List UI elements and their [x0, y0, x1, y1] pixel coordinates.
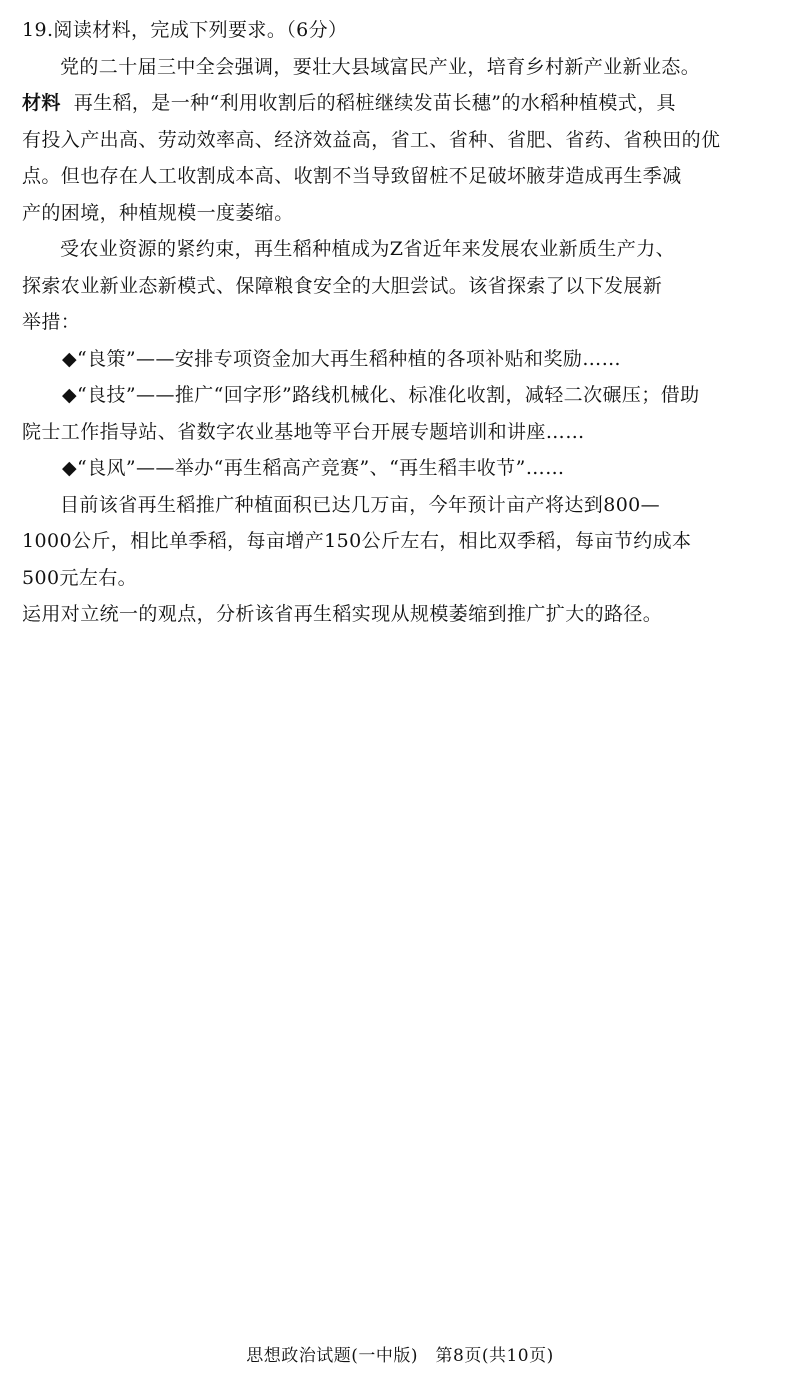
paragraph-two-line: 受农业资源的紧约束，再生稻种植成为Z省近年来发展农业新质生产力、 — [60, 238, 676, 260]
material-line: 再生稻，是一种“利用收割后的稻桩继续发苗长穗”的水稻种植模式，具 — [73, 92, 676, 114]
paragraph-two-line: 探索农业新业态新模式、保障粮食安全的大胆尝试。该省探索了以下发展新 — [22, 274, 663, 297]
paragraph-three-line: 500元左右。 — [22, 566, 138, 589]
material-line: 点。但也存在人工收割成本高、收割不当导致留桩不足破坏腋芽造成再生季减 — [22, 165, 682, 187]
intro-paragraph: 党的二十届三中全会强调，要壮大县域富民产业，培育乡村新产业新业态。 — [60, 55, 701, 78]
question-header: 19.阅读材料，完成下列要求。（6分） — [22, 19, 348, 41]
paragraph-two-line: 举措： — [22, 311, 81, 333]
measure-item-policy: ◆“良策”——安排专项资金加大再生稻种植的各项补贴和奖励…… — [62, 347, 622, 370]
material-line: 产的困境，种植规模一度萎缩。 — [22, 201, 294, 224]
measure-item-technology: ◆“良技”——推广“回字形”路线机械化、标准化收割，减轻二次碾压；借助 — [62, 384, 700, 406]
material-line: 有投入产出高、劳动效率高、经济效益高，省工、省种、省肥、省药、省秧田的优 — [22, 128, 721, 151]
paragraph-three-line: 1000公斤，相比单季稻，每亩增产150公斤左右，相比双季稻，每亩节约成本 — [22, 530, 692, 552]
question-content — [22, 12, 784, 633]
material-label: 材料 — [22, 92, 61, 114]
material-first-line — [22, 85, 784, 122]
measure-item-technology-continued: 院士工作指导站、省数字农业基地等平台开展专题培训和讲座…… — [22, 420, 585, 443]
paragraph-three-line: 目前该省再生稻推广种植面积已达几万亩，今年预计亩产将达到800— — [60, 493, 661, 516]
page-footer: 思想政治试题(一中版) 第8页(共10页) — [246, 1346, 554, 1366]
task-prompt: 运用对立统一的观点，分析该省再生稻实现从规模萎缩到推广扩大的路径。 — [22, 603, 663, 625]
measure-item-culture: ◆“良风”——举办“再生稻高产竞赛”、“再生稻丰收节”…… — [62, 457, 565, 479]
